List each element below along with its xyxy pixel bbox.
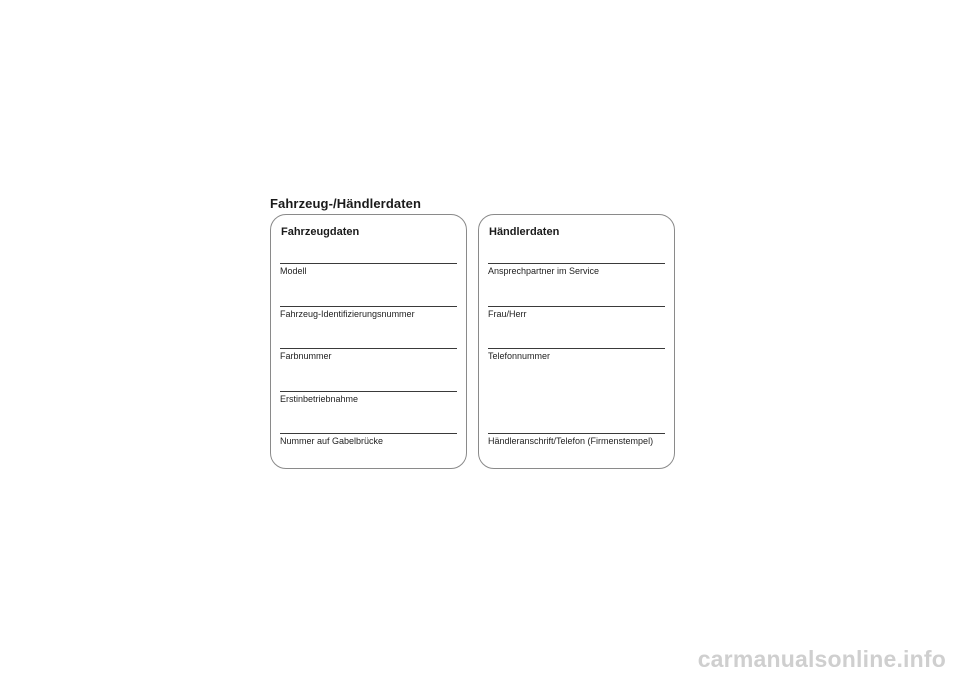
field-label: Erstinbetriebnahme <box>280 394 359 404</box>
field-phone <box>488 348 665 361</box>
field-service-contact <box>488 263 665 276</box>
field-label: Händleranschrift/Telefon (Firmenstempel) <box>488 436 654 446</box>
field-line <box>280 348 457 349</box>
field-salutation <box>488 306 665 319</box>
field-label: Nummer auf Gabelbrücke <box>280 436 384 446</box>
field-line <box>488 306 665 307</box>
field-model <box>280 263 457 276</box>
field-line <box>488 263 665 264</box>
field-line <box>280 263 457 264</box>
watermark: carmanualsonline.info <box>697 646 946 672</box>
field-line <box>488 348 665 349</box>
field-vin <box>280 306 457 319</box>
field-label: Telefonnummer <box>488 351 551 361</box>
field-dealer-address <box>488 433 665 446</box>
field-line <box>280 433 457 434</box>
dealer-data-title: Händlerdaten <box>489 226 560 238</box>
field-color-number <box>280 348 457 361</box>
field-fork-number <box>280 433 457 446</box>
field-label: Frau/Herr <box>488 309 527 319</box>
field-first-registration <box>280 391 457 404</box>
vehicle-data-title: Fahrzeugdaten <box>281 226 360 238</box>
field-label: Ansprechpartner im Service <box>488 266 600 276</box>
page-title: Fahrzeug-/Händlerdaten <box>270 196 421 211</box>
field-label: Fahrzeug-Identifizierungsnummer <box>280 309 415 319</box>
field-line <box>488 433 665 434</box>
field-line <box>280 306 457 307</box>
vehicle-data-card <box>270 214 467 469</box>
dealer-data-card <box>478 214 675 469</box>
field-label: Farbnummer <box>280 351 332 361</box>
field-label: Modell <box>280 266 307 276</box>
field-line <box>280 391 457 392</box>
